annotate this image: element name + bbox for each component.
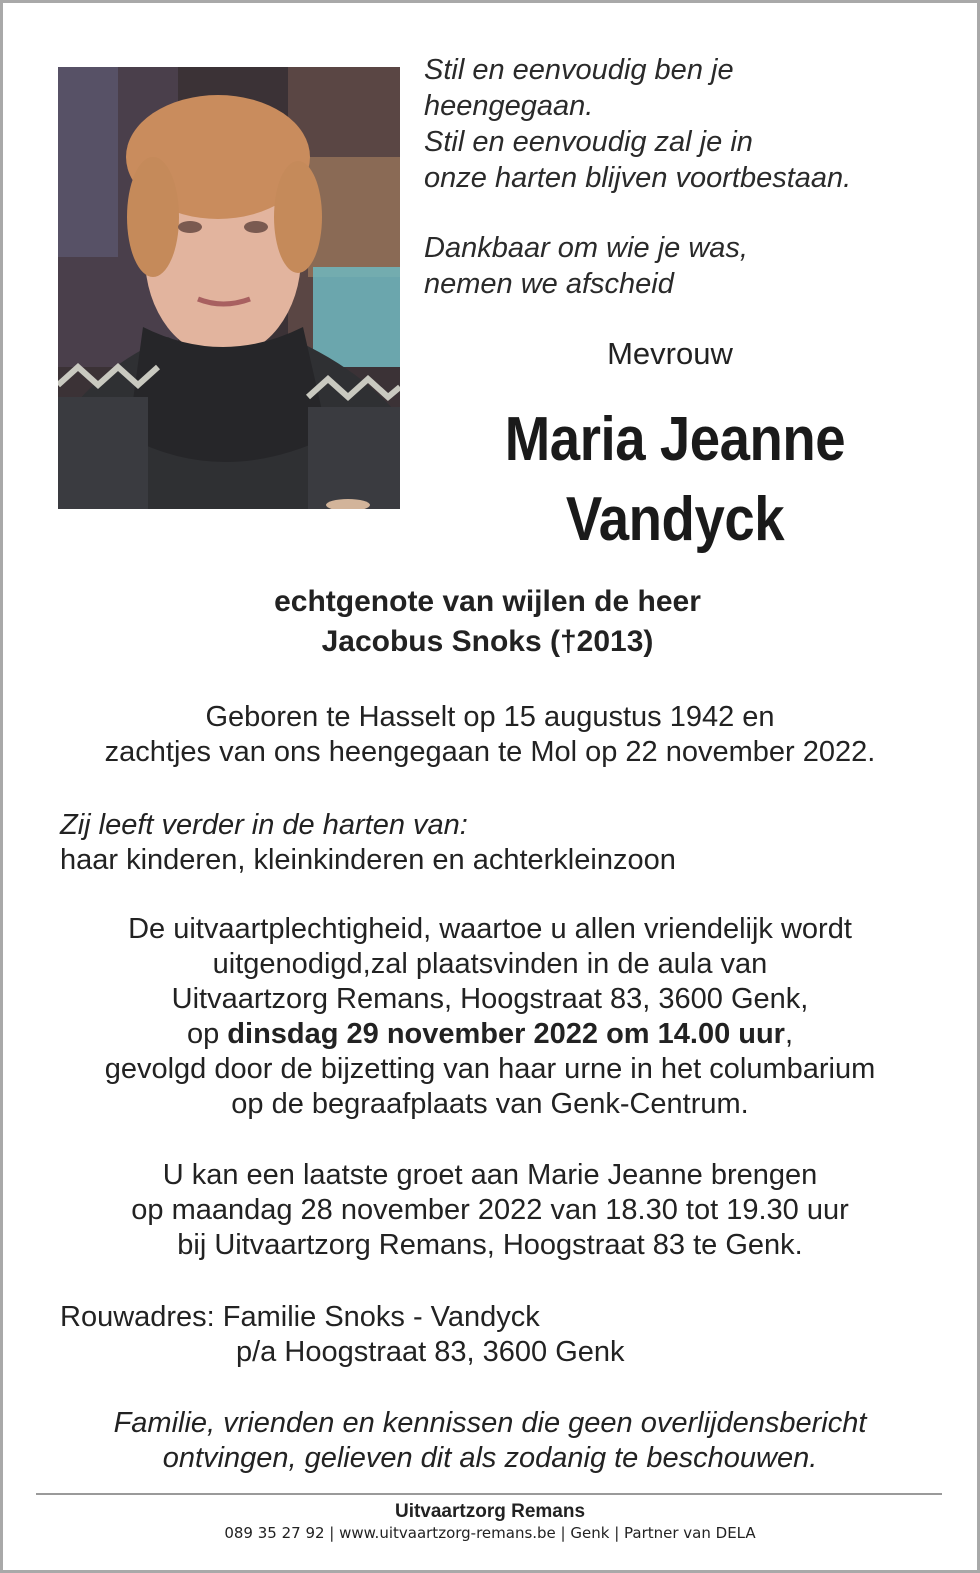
ceremony-line: gevolgd door de bijzetting van haar urne in het columbarium [104,1053,876,1085]
poem-line: onze harten blijven voortbestaan. [424,162,852,194]
ceremony-line: De uitvaartplechtigheid, waartoe u allen vriendelijk wordt [128,913,852,945]
name-first: Maria Jeanne [504,405,846,474]
ceremony-datetime-line [40,1017,940,1052]
honorific: Mevrouw [607,336,733,371]
ceremony-line: uitgenodigd,zal plaatsvinden in de aula van [212,948,768,980]
funeral-home-contact: 089 35 27 92 | www.uitvaartzorg-remans.be | Genk | Partner van DELA [224,1524,756,1542]
notice-line: Familie, vrienden en kennissen die geen overlijdensbericht [113,1407,867,1439]
visitation-info [40,1158,940,1263]
mourning-address [60,1300,940,1370]
deceased-name [468,400,882,560]
birth-line: Geboren te Hasselt op 15 augustus 1942 en [205,701,775,733]
birth-death-info [40,700,940,770]
poem-line: Dankbaar om wie je was, [424,232,748,264]
poem-line: nemen we afscheid [424,268,674,300]
poem [424,52,944,302]
notice-line: ontvingen, gelieven dit als zodanig te beschouwen. [162,1442,818,1474]
poem-line: Stil en eenvoudig ben je [424,54,734,86]
spouse-line: echtgenote van wijlen de heer [274,585,701,618]
survivors-text: haar kinderen, kleinkinderen en achterkleinzoon [60,844,676,876]
death-line: zachtjes van ons heengegaan te Mol op 22 november 2022. [104,736,876,768]
portrait-image [58,67,400,509]
ceremony-info [40,912,940,1122]
spouse-info [40,582,935,662]
portrait-photo [58,67,400,509]
ceremony-suffix: , [784,1018,794,1050]
ceremony-prefix: op [186,1018,228,1050]
funeral-home-name: Uitvaartzorg Remans [394,1501,586,1522]
ceremony-datetime: dinsdag 29 november 2022 om 14.00 uur [227,1018,785,1050]
name-last: Vandyck [565,485,785,554]
survivors-intro: Zij leeft verder in de harten van: [60,809,468,841]
visit-line: U kan een laatste groet aan Marie Jeanne brengen [162,1159,818,1191]
address-line: Rouwadres: Familie Snoks - Vandyck [60,1301,540,1333]
ceremony-line: op de begraafplaats van Genk-Centrum. [231,1088,749,1120]
ceremony-line: Uitvaartzorg Remans, Hoogstraat 83, 3600 Genk, [171,983,809,1015]
footer-divider [36,1493,942,1495]
poem-line: heengegaan. [424,90,594,122]
spouse-line: Jacobus Snoks (†2013) [321,625,654,658]
notice [40,1406,940,1476]
address-line: p/a Hoogstraat 83, 3600 Genk [236,1336,625,1368]
visit-line: bij Uitvaartzorg Remans, Hoogstraat 83 te Genk. [177,1229,803,1261]
poem-line: Stil en eenvoudig zal je in [424,126,753,158]
visit-line: op maandag 28 november 2022 van 18.30 tot 19.30 uur [131,1194,849,1226]
survivors [60,808,940,878]
